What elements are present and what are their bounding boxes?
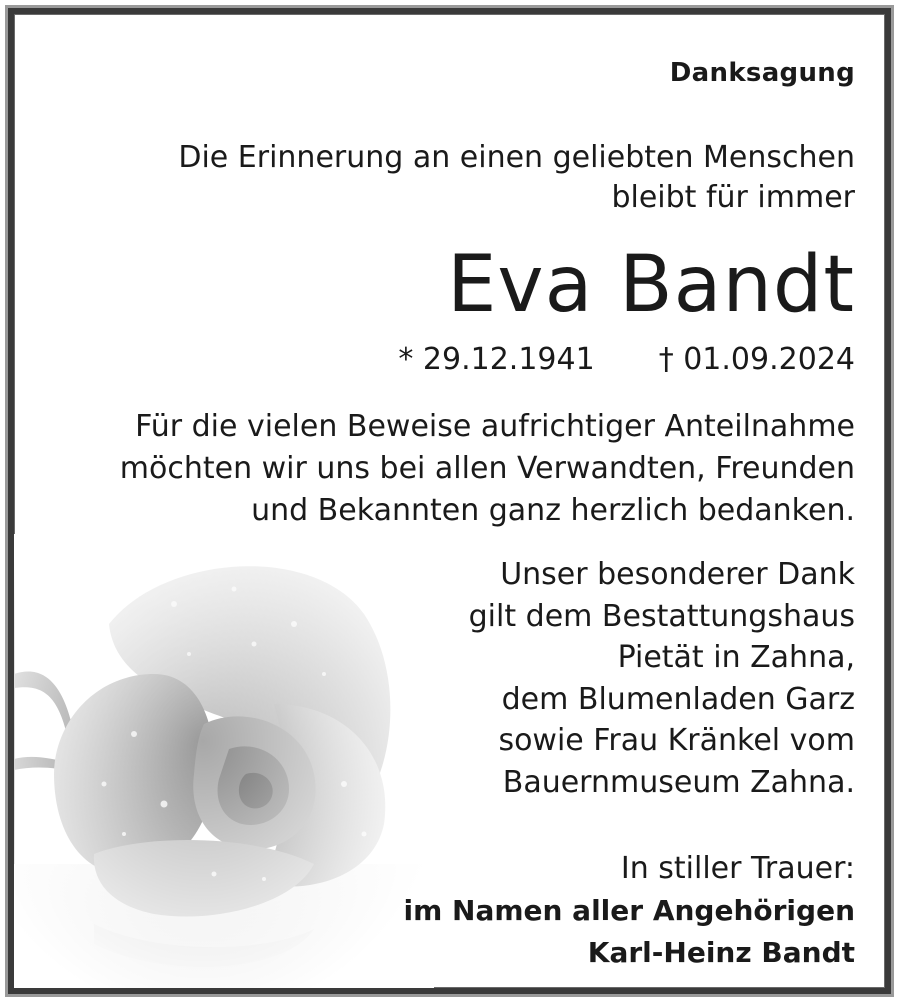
death-date: † 01.09.2024 (658, 342, 855, 377)
obituary-frame (8, 8, 891, 994)
thanks-line: und Bekannten ganz herzlich bedanken. (251, 493, 855, 528)
special-thanks-line: Bauernmuseum Zahna. (502, 764, 855, 800)
mourning-line: In stiller Trauer: (620, 851, 855, 886)
heading-danksagung: Danksagung (669, 58, 855, 88)
thanks-line: möchten wir uns bei allen Verwandten, Freunden (119, 451, 855, 486)
thanks-text (120, 406, 855, 532)
intro-line: Die Erinnerung an einen geliebten Menschen (178, 140, 855, 175)
thanks-line: Für die vielen Beweise aufrichtiger Anteilnahme (135, 409, 855, 444)
intro-line: bleibt für immer (611, 180, 855, 215)
family-line: im Namen aller Angehörigen (403, 894, 855, 927)
intro-text (178, 138, 855, 218)
rose-image (14, 534, 434, 994)
special-thanks-text (469, 554, 855, 803)
birth-date: * 29.12.1941 (398, 342, 595, 377)
deceased-name: Eva Bandt (447, 240, 855, 330)
special-thanks-line: Pietät in Zahna, (617, 640, 855, 675)
special-thanks-line: gilt dem Bestattungshaus (468, 598, 855, 634)
signature-block (403, 890, 855, 974)
signatory-name: Karl-Heinz Bandt (587, 936, 855, 969)
special-thanks-line: sowie Frau Kränkel vom (498, 723, 855, 758)
special-thanks-line: Unser besonderer Dank (500, 557, 855, 592)
special-thanks-line: dem Blumenladen Garz (501, 681, 855, 717)
life-dates (398, 340, 855, 380)
